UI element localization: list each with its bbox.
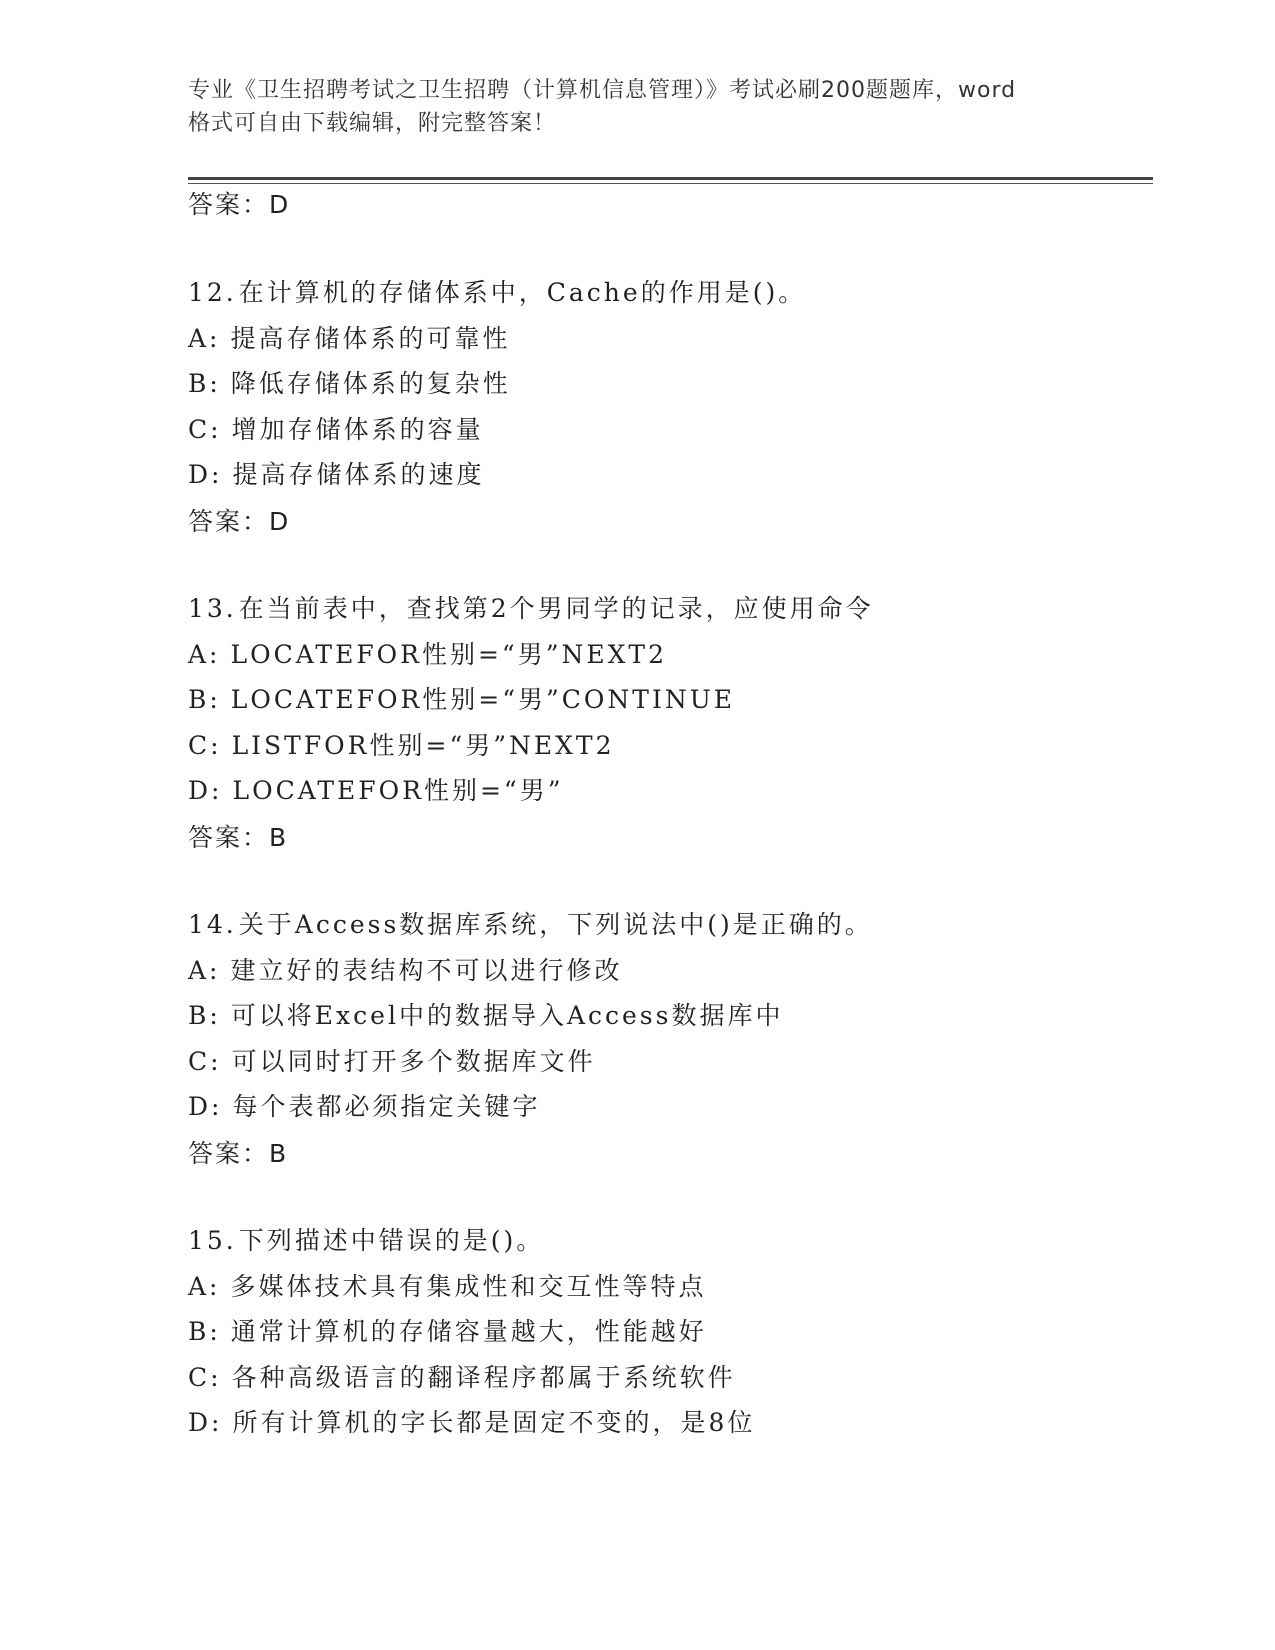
option-letter: D: [188,776,223,805]
option-letter: D: [188,1408,223,1437]
option-b [188,1309,1148,1355]
question-stem: 关于Access数据库系统，下列说法中()是正确的。 [238,910,873,939]
option-text: 提高存储体系的速度 [232,460,485,489]
option-letter: C: [188,1046,222,1076]
question-stem: 在当前表中，查找第2个男同学的记录，应使用命令 [238,594,874,623]
option-letter: A: [188,955,221,985]
question-number: 14. [188,910,237,939]
option-text: LISTFOR性别=“男”NEXT2 [231,730,615,760]
option-c [188,407,1148,453]
option-d [188,452,1148,498]
option-text: 每个表都必须指定关键字 [232,1092,541,1121]
option-letter: B: [188,1317,221,1346]
option-letter: D: [188,1092,223,1121]
option-b [188,361,1148,407]
option-letter: D: [188,460,223,489]
header-rule-thin [188,183,1153,184]
option-letter: C: [188,1362,222,1392]
answer-14: 答案：B [188,1139,289,1168]
option-letter: C: [188,414,222,444]
option-text: LOCATEFOR性别=“男”NEXT2 [230,639,667,669]
option-text: 提高存储体系的可靠性 [230,323,511,353]
option-a [188,316,1148,362]
option-letter: B: [188,685,221,714]
header-line-2: 格式可自由下载编辑，附完整答案！ [188,111,557,136]
header-line-1: 专业《卫生招聘考试之卫生招聘（计算机信息管理）》考试必刷200题题库，word [188,78,1017,103]
header-rule-thick [188,177,1153,180]
option-text: 增加存储体系的容量 [231,414,484,444]
option-text: 多媒体技术具有集成性和交互性等特点 [230,1271,707,1301]
question-14 [188,902,1148,1130]
option-d [188,1084,1148,1130]
question-13 [188,586,1148,814]
option-d [188,768,1148,814]
answer-prev: 答案：D [188,190,291,219]
question-text [188,1218,1148,1264]
option-text: 降低存储体系的复杂性 [230,369,511,398]
question-number: 15. [188,1226,237,1255]
option-letter: A: [188,323,221,353]
option-c [188,723,1148,769]
option-text: 通常计算机的存储容量越大，性能越好 [230,1317,707,1346]
option-b [188,993,1148,1039]
option-a [188,948,1148,994]
question-number: 12. [188,278,237,307]
option-a [188,632,1148,678]
question-text [188,902,1148,948]
option-letter: B: [188,369,221,398]
document-header [188,74,1108,140]
option-text: 可以将Excel中的数据导入Access数据库中 [230,1001,784,1030]
option-a [188,1264,1148,1310]
option-letter: A: [188,1271,221,1301]
question-15 [188,1218,1148,1446]
question-stem: 下列描述中错误的是()。 [238,1226,545,1255]
option-c [188,1039,1148,1085]
option-letter: B: [188,1001,221,1030]
option-b [188,677,1148,723]
answer-13: 答案：B [188,823,289,852]
option-text: 各种高级语言的翻译程序都属于系统软件 [231,1362,736,1392]
question-text [188,270,1148,316]
question-stem: 在计算机的存储体系中，Cache的作用是()。 [238,278,807,307]
answer-12: 答案：D [188,507,291,536]
question-number: 13. [188,594,237,623]
option-letter: A: [188,639,221,669]
option-d [188,1400,1148,1446]
option-text: 建立好的表结构不可以进行修改 [230,955,623,985]
option-c [188,1355,1148,1401]
option-text: 可以同时打开多个数据库文件 [231,1046,596,1076]
option-text: LOCATEFOR性别=“男” [232,776,564,805]
option-text: LOCATEFOR性别=“男”CONTINUE [230,685,736,714]
option-text: 所有计算机的字长都是固定不变的，是8位 [232,1408,756,1437]
question-12 [188,270,1148,498]
question-text [188,586,1148,632]
option-letter: C: [188,730,222,760]
